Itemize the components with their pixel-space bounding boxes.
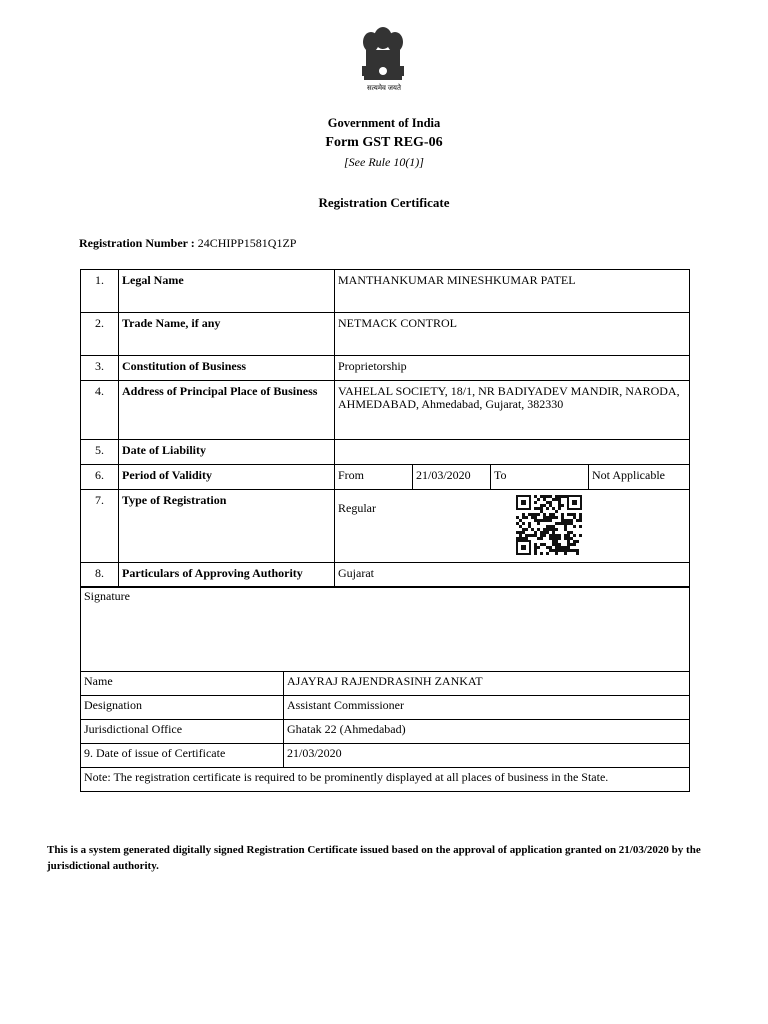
row-label: Legal Name [119,270,335,313]
row-value: NETMACK CONTROL [335,313,690,356]
row-label: Address of Principal Place of Business [119,381,335,440]
government-title: Government of India [327,116,441,130]
row-number: 2. [81,313,119,356]
row-label: Type of Registration [119,490,335,563]
validity-from-label: From [335,465,413,490]
row-label: Constitution of Business [119,356,335,381]
authority-table [80,586,690,792]
table-row [81,563,690,588]
name-label: Name [81,672,284,696]
row-number: 4. [81,381,119,440]
table-row [81,381,690,440]
registration-number [79,236,296,251]
table-row [81,720,690,744]
office-label: Jurisdictional Office [81,720,284,744]
designation-label: Designation [81,696,284,720]
validity-from-value: 21/03/2020 [413,465,491,490]
validity-to-value: Not Applicable [589,465,690,490]
table-row [81,440,690,465]
row-value: VAHELAL SOCIETY, 18/1, NR BADIYADEV MANDIR, NARODA, AHMEDABAD, Ahmedabad, Gujarat, 382330 [335,381,690,440]
name-value: AJAYRAJ RAJENDRASINH ZANKAT [284,672,690,696]
office-value: Ghatak 22 (Ahmedabad) [284,720,690,744]
table-row [81,490,690,563]
table-row [81,744,690,768]
row-value: Regular [335,490,690,563]
row-number: 8. [81,563,119,588]
row-number: 3. [81,356,119,381]
designation-value: Assistant Commissioner [284,696,690,720]
table-row [81,672,690,696]
row-number: 5. [81,440,119,465]
row-number: 1. [81,270,119,313]
row-value: Gujarat [335,563,690,588]
qr-code-icon [516,495,582,555]
row-label: Period of Validity [119,465,335,490]
table-row [81,313,690,356]
table-row [81,696,690,720]
row-number: 6. [81,465,119,490]
registration-number-value: 24CHIPP1581Q1ZP [197,236,297,250]
row-label: Date of Liability [119,440,335,465]
issue-date-value: 21/03/2020 [284,744,690,768]
row-value: Proprietorship [335,356,690,381]
emblem-motto: सत्यमेव जयते [367,84,401,92]
certificate-title: Registration Certificate [318,195,450,210]
display-note: Note: The registration certificate is required to be prominently displayed at all places of business in the State. [81,768,690,792]
table-row [81,356,690,381]
signature-row [81,587,690,672]
row-value [335,440,690,465]
details-table [80,269,690,588]
row-label: Trade Name, if any [119,313,335,356]
validity-to-label: To [491,465,589,490]
signature-label: Signature [81,587,690,672]
table-row [81,465,690,490]
form-title: Form GST REG-06 [325,135,443,150]
row-value: MANTHANKUMAR MINESHKUMAR PATEL [335,270,690,313]
table-row [81,768,690,792]
rule-reference: [See Rule 10(1)] [344,155,424,169]
registration-number-label: Registration Number : [79,236,195,250]
issue-date-label: 9. Date of issue of Certificate [81,744,284,768]
system-generated-note: This is a system generated digitally signed Registration Certificate issued based on the approval of application granted on 21/03/2020 by the jurisdictional authority. [47,844,701,872]
table-row [81,270,690,313]
row-number: 7. [81,490,119,563]
row-label: Particulars of Approving Authority [119,563,335,588]
